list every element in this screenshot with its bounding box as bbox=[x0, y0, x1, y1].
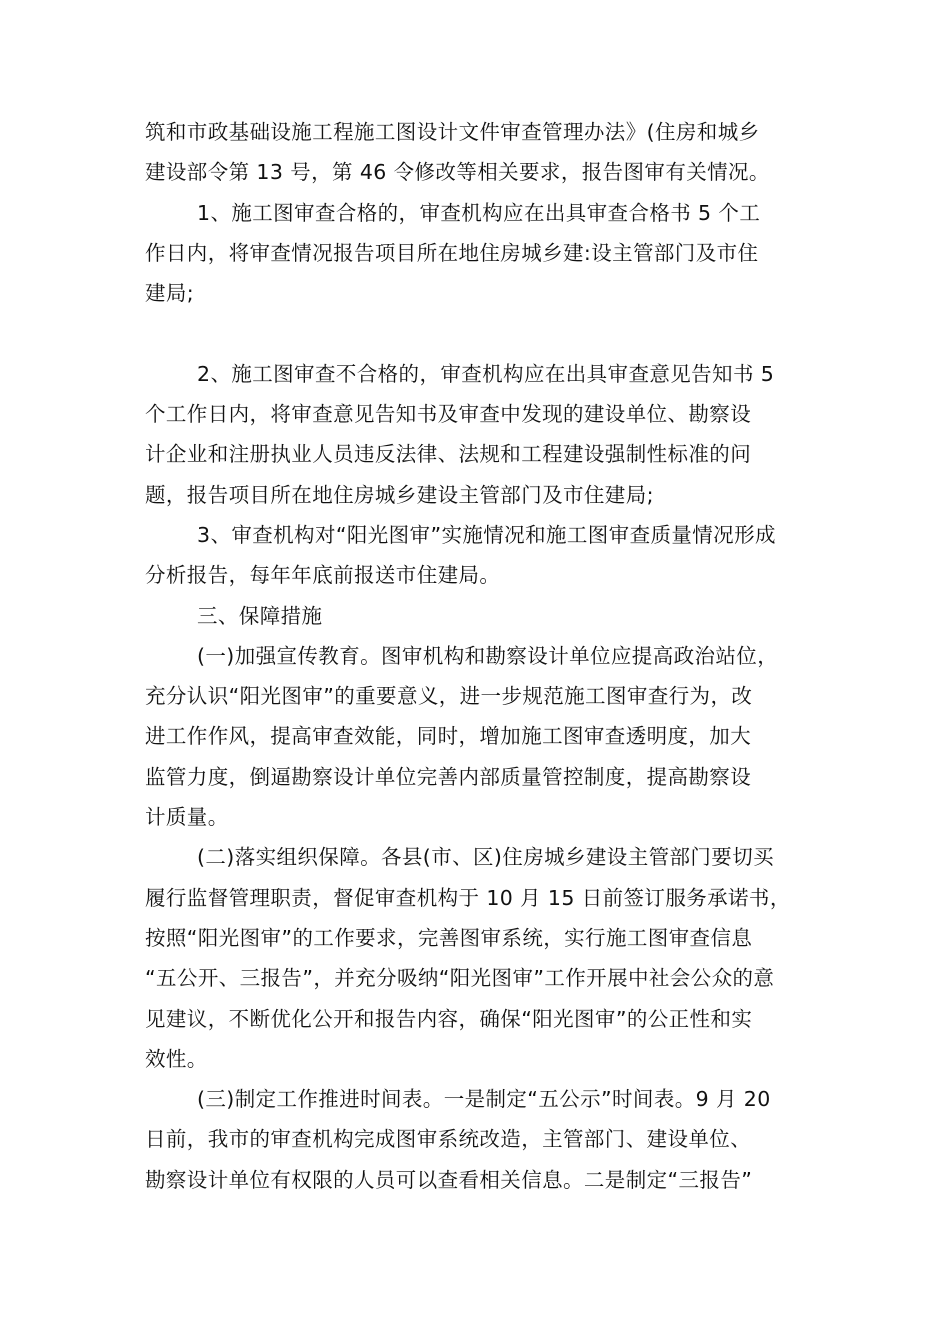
text-line: 履行监督管理职责，督促审查机构于 10 月 15 日前签订服务承诺书， bbox=[145, 885, 791, 910]
text-line: 进工作作风，提高审查效能，同时，增加施工图审查透明度，加大 bbox=[145, 724, 752, 749]
text-line: 个工作日内，将审查意见告知书及审查中发现的建设单位、勘察设 bbox=[145, 402, 752, 427]
text-line: 计企业和注册执业人员违反法律、法规和工程建设强制性标准的问 bbox=[145, 442, 752, 467]
section-heading: 三、保障措施 bbox=[197, 603, 323, 628]
text-line: 建局; bbox=[145, 281, 195, 306]
document-body bbox=[145, 112, 815, 1200]
paragraph-measure-2 bbox=[145, 837, 815, 1079]
paragraph-item-1 bbox=[145, 193, 815, 314]
text-line: 分析报告，每年年底前报送市住建局。 bbox=[145, 563, 501, 588]
text-line: “五公开、三报告”，并充分吸纳“阳光图审”工作开展中社会公众的意 bbox=[145, 966, 775, 991]
text-line: 监管力度，倒逼勘察设计单位完善内部质量管控制度，提高勘察设 bbox=[145, 764, 752, 789]
text-line: 1、施工图审查合格的，审查机构应在出具审查合格书 5 个工 bbox=[197, 200, 761, 225]
text-line: (二)落实组织保障。各县(市、区)住房城乡建设主管部门要切买 bbox=[197, 845, 774, 870]
text-line: 建设部令第 13 号，第 46 令修改等相关要求，报告图审有关情况。 bbox=[145, 160, 770, 185]
text-line: 2、施工图审查不合格的，审查机构应在出具审查意见告知书 5 bbox=[197, 361, 775, 386]
text-line: 3、审查机构对“阳光图审”实施情况和施工图审查质量情况形成 bbox=[197, 522, 776, 547]
text-line: 计质量。 bbox=[145, 805, 229, 830]
text-line: 效性。 bbox=[145, 1046, 208, 1071]
blank-line bbox=[145, 313, 815, 353]
paragraph-measure-3 bbox=[145, 1079, 815, 1200]
text-line: 筑和市政基础设施工程施工图设计文件审查管理办法》(住房和城乡 bbox=[145, 120, 760, 144]
paragraph-item-3 bbox=[145, 515, 815, 596]
text-line: (一)加强宣传教育。图审机构和勘察设计单位应提高政治站位， bbox=[197, 643, 779, 668]
text-line: (三)制定工作推进时间表。一是制定“五公示”时间表。9 月 20 bbox=[197, 1087, 771, 1112]
text-line: 勘察设计单位有权限的人员可以查看相关信息。二是制定“三报告” bbox=[145, 1167, 753, 1192]
paragraph-1 bbox=[145, 112, 815, 193]
text-line: 日前，我市的审查机构完成图审系统改造，主管部门、建设单位、 bbox=[145, 1127, 752, 1152]
paragraph-measure-1 bbox=[145, 636, 815, 837]
text-line: 作日内，将审查情况报告项目所在地住房城乡建:设主管部门及市住 bbox=[145, 240, 759, 265]
text-line: 题，报告项目所在地住房城乡建设主管部门及市住建局; bbox=[145, 482, 654, 507]
paragraph-item-2 bbox=[145, 354, 815, 515]
text-line: 见建议，不断优化公开和报告内容，确保“阳光图审”的公正性和实 bbox=[145, 1006, 753, 1031]
text-line: 按照“阳光图审”的工作要求，完善图审系统，实行施工图审查信息 bbox=[145, 925, 753, 950]
text-line: 充分认识“阳光图审”的重要意义，进一步规范施工图审查行为，改 bbox=[145, 684, 753, 709]
